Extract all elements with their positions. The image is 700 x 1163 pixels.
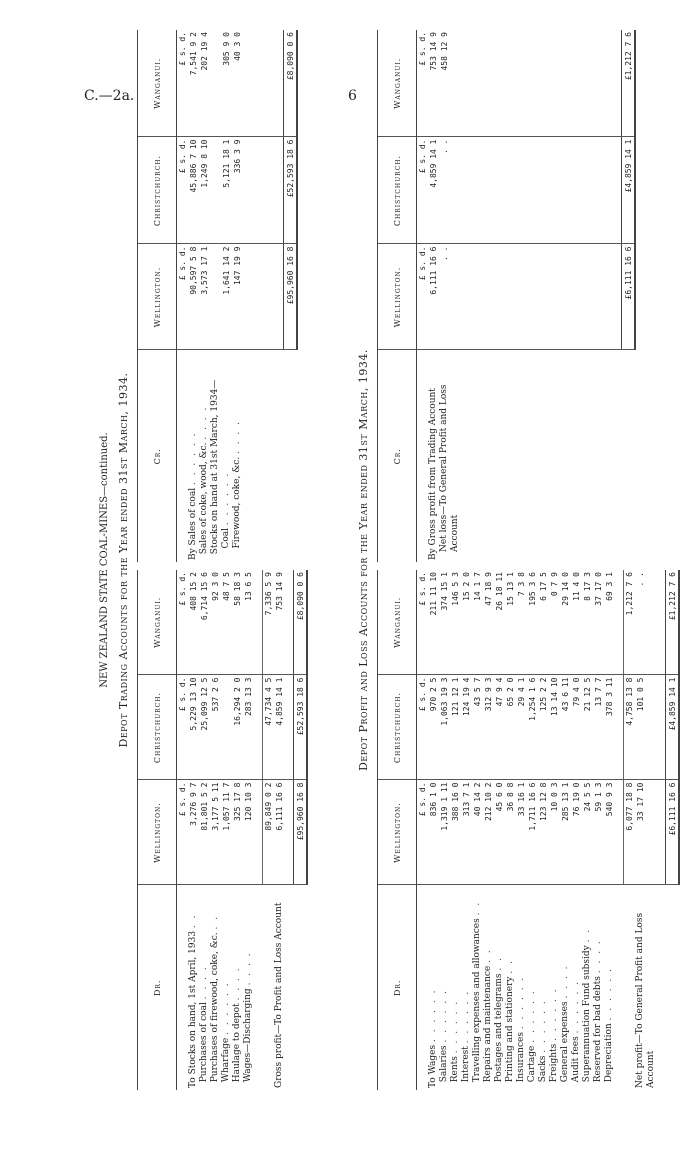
total-row: £95,960 16 8 £52,593 18 6 £8,090 0 6: [294, 570, 308, 1090]
rotated-page-content: [95, 30, 677, 1090]
cr-header: Cr.: [378, 350, 417, 562]
table-row: Purchases of firewood, coke, &c. . . 3,177 5 11 537 2 6 92 3 0: [210, 572, 220, 1083]
table-row: Superannuation Fund subsidy . . 24 5 5 21 12 5 8 17 3: [582, 572, 592, 1083]
pl-cr-section: [377, 30, 700, 562]
table-row: Sales of coke, wood, &c. . . . . 3,573 17 1 1,249 8 10 202 19 4: [199, 32, 209, 555]
table-row: Salaries . . . . . . 1,319 1 11 1,063 19 3 374 15 1: [439, 572, 449, 1083]
wanganui-header: Wanganui.: [378, 570, 417, 675]
table-header-row: [138, 30, 177, 562]
dr-header: Dr.: [138, 885, 177, 1090]
table-row: Net loss—To General Profit and Loss Account . . . . 458 12 9: [439, 30, 461, 562]
row-label: To Stocks on hand, 1st April, 1933: [188, 930, 198, 1088]
table-row: To Wages . . . . . . 836 1 0 970 2 5 211 11 10: [428, 572, 438, 1088]
pl-cr-table: [377, 30, 636, 562]
lsd-header: £ s. d.: [417, 675, 429, 780]
dr-header: Dr.: [378, 885, 417, 1090]
wanganui-header: Wanganui.: [138, 30, 177, 137]
table-row: By Sales of coal . . . . . . 90,597 5 8 45,886 7 10 7,541 9 2: [188, 32, 198, 560]
total-row: £95,960 16 8 £52,593 18 6 £8,090 0 6: [284, 30, 298, 562]
row-label: Wages—Discharging: [243, 988, 253, 1083]
row-label: Repairs and maintenance: [483, 965, 493, 1083]
table-row: [210, 30, 221, 562]
row-label: Interest: [461, 1046, 471, 1083]
lsd-header: £ s. d.: [177, 244, 189, 350]
cr-header: Cr.: [138, 350, 177, 562]
table-row: Printing and stationery . . 36 8 8 65 2 0 15 13 1: [505, 572, 515, 1083]
lsd-header: £ s. d.: [177, 675, 189, 780]
wellington-header: Wellington.: [378, 780, 417, 885]
lsd-header: £ s. d.: [417, 137, 429, 244]
row-label: To Wages: [428, 1044, 438, 1088]
net-profit-label: Net profit—To General Profit and Loss Account: [635, 912, 656, 1088]
row-label: Postages and telegrams: [494, 973, 504, 1083]
wellington-header: Wellington.: [378, 244, 417, 350]
row-label: Coal: [221, 527, 231, 549]
christchurch-header: Christchurch.: [138, 137, 177, 244]
row-label: Insurances: [516, 1032, 526, 1083]
row-label: Stocks on hand at 31st March, 1934—: [210, 379, 220, 555]
table-row: Depreciation . . . . . . 540 9 3 378 3 11 69 3 1: [604, 572, 614, 1083]
table-row: By Gross profit from Trading Account 6,111 16 6 4,859 14 1 753 14 9: [428, 32, 438, 560]
row-label: Freights: [549, 1043, 559, 1083]
subtotal-row: 6,077 18 8 4,758 13 8 1,212 7 6: [624, 570, 636, 1090]
table-row: To Stocks on hand, 1st April, 1933 . . 3,276 9 7 5,229 13 10 408 15 2: [188, 572, 198, 1088]
row-label: Purchases of coal: [199, 1002, 209, 1083]
table-row: Haulage to depot . . . . 325 17 8 16,294 2 0 58 18 3: [232, 572, 242, 1083]
table-row: Net profit—To General Profit and Loss Account 33 17 10 101 0 5 . .: [635, 572, 656, 1088]
lsd-header: £ s. d.: [177, 30, 189, 137]
table-row: Postages and telegrams . . 45 6 0 47 9 4 26 18 11: [494, 572, 504, 1083]
wanganui-header: Wanganui.: [378, 30, 417, 137]
table-row: Insurances . . . . . . 33 16 1 29 4 1 7 3 8: [516, 572, 526, 1083]
table-row: Repairs and maintenance . . 212 10 2 312 9 3 47 18 9: [483, 572, 493, 1083]
table-row: Reserved for bad debts . . . . 59 1 3 13 7 7 37 17 0: [593, 572, 603, 1083]
trading-title: Depot Trading Accounts for the Year ended 31st March, 1934.: [117, 372, 130, 748]
table-row: Sacks . . . . . . 123 12 8 125 2 2 6 17 5: [538, 572, 548, 1083]
lsd-header: £ s. d.: [177, 570, 189, 675]
christchurch-header: Christchurch.: [378, 675, 417, 780]
row-label: General expenses: [560, 1001, 570, 1083]
table-row: Wharfage . . . . . . 1,057 11 7 48 7 5: [221, 572, 231, 1083]
row-label: Travelling expenses and allowances: [472, 918, 482, 1083]
row-label: Salaries: [439, 1045, 449, 1083]
pl-dr-section: [377, 570, 700, 1090]
table-row: Freights . . . . . . 10 0 3 13 14 10 0 7 9: [549, 572, 559, 1083]
table-row: Coal . . . . . . 1,641 14 2 5,121 18 1 305 9 0: [221, 32, 231, 549]
christchurch-header: Christchurch.: [138, 675, 177, 780]
lsd-header: £ s. d.: [417, 780, 429, 885]
row-label: Sacks: [538, 1055, 548, 1083]
row-label: Printing and stationery: [505, 976, 515, 1083]
table-row: General expenses . . . . 285 13 1 43 6 11 29 14 0: [560, 572, 570, 1083]
table-header-row: [378, 570, 417, 1090]
lsd-header: £ s. d.: [417, 570, 429, 675]
row-label: Purchases of firewood, coke, &c.: [210, 932, 220, 1083]
wellington-header: Wellington.: [138, 244, 177, 350]
trading-cr-table: [137, 30, 298, 562]
page-number: 6: [348, 88, 357, 104]
table-header-row: [138, 570, 177, 1090]
row-label: Reserved for bad debts: [593, 976, 603, 1083]
wanganui-header: Wanganui.: [138, 570, 177, 675]
table-row: Cartage . . . . . . 1,711 16 6 1,254 1 6 195 3 6: [527, 572, 537, 1083]
lsd-header: £ s. d.: [177, 137, 189, 244]
row-label: By Gross profit from Trading Account: [428, 388, 438, 560]
table-row: Firewood, coke, &c. . . . . 147 19 9 336 3 9 40 3 0: [232, 32, 242, 549]
row-label: Superannuation Fund subsidy: [582, 945, 592, 1083]
table-row: Wages—Discharging . . . . 120 10 3 283 13 3 13 6 5: [243, 572, 253, 1083]
table-row: Interest . . . . . . 313 7 1 124 19 4 15 2 0: [461, 572, 471, 1083]
table-row: Gross profit—To Profit and Loss Account 6,111 16 6 4,859 14 1 753 14 9: [274, 572, 284, 1088]
wellington-header: Wellington.: [138, 780, 177, 885]
table-row: Audit fees . . . . . . 76 19 0 79 4 0 11 4 0: [571, 572, 581, 1083]
row-label: Rents: [450, 1056, 460, 1083]
row-label: Audit fees: [571, 1036, 581, 1083]
table-row: Travelling expenses and allowances . . 40 14 2 43 5 7 14 1 7: [472, 572, 482, 1083]
table-row: Rents . . . . . . 388 16 0 121 12 1 146 5 3: [450, 572, 460, 1083]
row-label: Net loss—To General Profit and Loss Account: [439, 384, 460, 552]
table-header-row: [378, 30, 417, 562]
total-row: £6,111 16 6 £4,859 14 1 £1,212 7 6: [666, 570, 680, 1090]
trading-dr-table: [137, 570, 308, 1090]
row-label: By Sales of coal: [188, 487, 198, 560]
row-label: Depreciation: [604, 1023, 614, 1083]
row-label: Firewood, coke, &c.: [232, 456, 242, 549]
subtotal-row: 89,849 0 2 47,734 4 5 7,336 5 9: [263, 570, 275, 1090]
row-label: Wharfage: [221, 1037, 231, 1083]
row-label: Haulage to depot: [232, 1003, 242, 1083]
row-label: Cartage: [527, 1045, 537, 1083]
lsd-header: £ s. d.: [417, 244, 429, 350]
total-row: £6,111 16 6 £4,859 14 1 £1,212 7 6: [621, 30, 635, 562]
gross-profit-label: Gross profit—To Profit and Loss Account: [274, 902, 284, 1088]
christchurch-header: Christchurch.: [378, 137, 417, 244]
main-title: NEW ZEALAND STATE COAL-MINES—continued.: [99, 432, 110, 688]
row-label: Sales of coke, wood, &c.: [199, 442, 209, 555]
lsd-header: £ s. d.: [417, 30, 429, 137]
pl-dr-table: [377, 570, 680, 1090]
lsd-header: £ s. d.: [177, 780, 189, 885]
page-reference: C.—2a.: [84, 88, 135, 104]
pl-title: Depot Profit and Loss Accounts for the Year ended 31st March, 1934.: [357, 349, 370, 771]
table-row: Purchases of coal . . . . 81,801 5 2 25,099 12 5 6,714 15 6: [199, 572, 209, 1083]
